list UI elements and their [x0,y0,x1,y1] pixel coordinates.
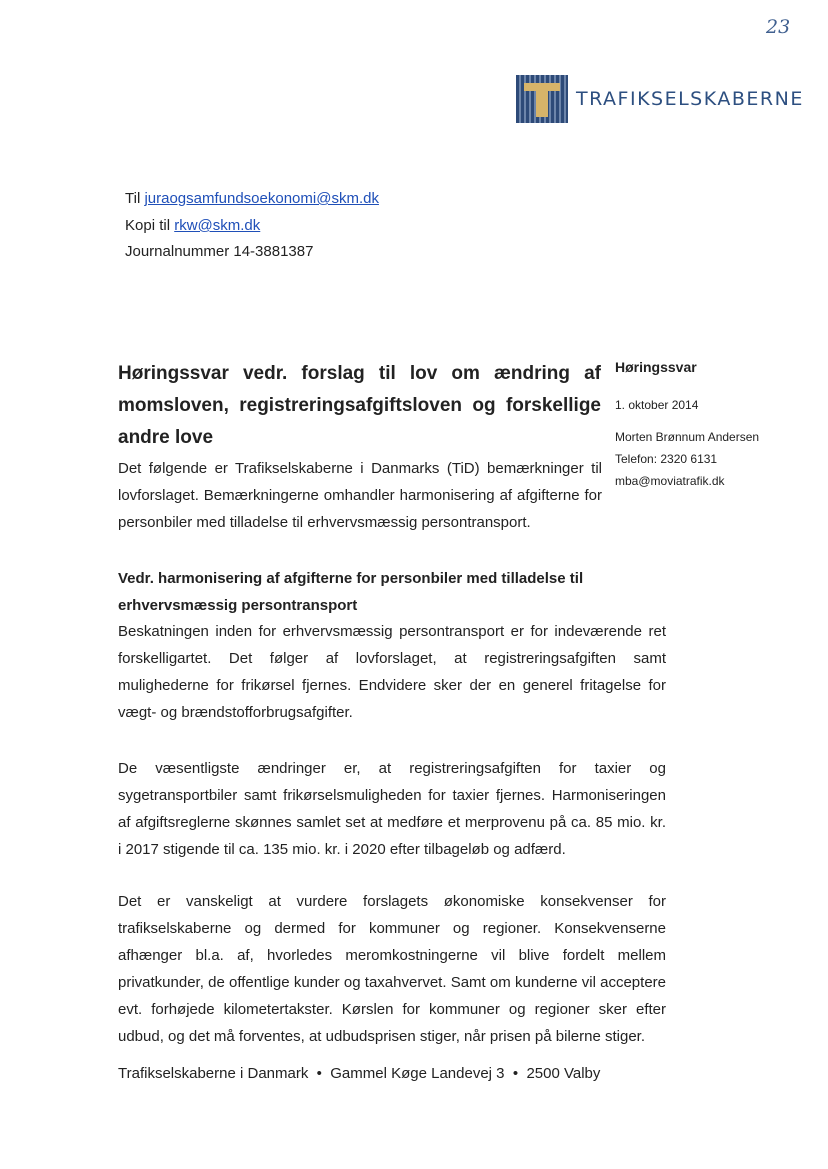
logo-icon [516,75,568,123]
logo [516,75,804,123]
footer-address: Trafikselskaberne i Danmark • Gammel Køge Landevej 3 • 2500 Valby [118,1065,601,1082]
copy-line [125,212,260,239]
author-phone: Telefon: 2320 6131 [615,452,718,466]
paragraph-3: Det er vanskeligt at vurdere forslagets økonomiske konsekvenser for trafikselskaberne og dermed for kommuner og regioner. Konsekvenserne afhænger bl.a. af, hvorledes meromkostningerne vil blive fordelt mellem privatkunder, de offentlige kunder og taxahvervet. Samt om kunderne vil acceptere evt. forhøjede kilometertakster. Kørslen for kommuner og regioner sker efter udbud, og det må forventes, at udbudsprisen stiger, når prisen på bilerne stiger. [118,893,666,1045]
journal-number: Journalnummer 14-3881387 [125,243,314,260]
intro-paragraph: Det følgende er Trafikselskaberne i Danmarks (TiD) bemærkninger til lovforslaget. Bemærkningerne omhandler harmonisering af afgifterne for personbiler med tilladelse til erhvervsmæssig persontransport. [118,460,602,531]
paragraph-1: Beskatningen inden for erhvervsmæssig persontransport er for indeværende ret forskelligartet. Det følger af lovforslaget, at registreringsafgiften samt mulighederne for frikørsel fjernes. Endvidere sker der en generel fritagelse for vægt- og brændstofforbrugsafgifter. [118,623,666,721]
logo-text: TRAFIKSELSKABERNE [576,88,804,110]
copy-email-link[interactable]: rkw@skm.dk [174,217,261,234]
copy-label: Kopi til [125,217,171,234]
document-type: Høringssvar [615,359,697,375]
section-heading: Vedr. harmonisering af afgifterne for personbiler med tilladelse til erhvervsmæssig persontransport [118,570,584,614]
paragraph-2: De væsentligste ændringer er, at registreringsafgiften for taxier og sygetransportbiler samt frikørselsmuligheden for taxier fjernes. Harmoniseringen af afgiftsreglerne skønnes samlet set at medføre et merprovenu på ca. 85 mio. kr. i 2017 stigende til ca. 135 mio. kr. i 2020 efter tilbageløb og adfærd. [118,760,666,858]
author-email[interactable]: mba@moviatrafik.dk [615,474,725,488]
page-number: 23 [766,16,791,38]
author-name: Morten Brønnum Andersen [615,430,760,444]
document-date: 1. oktober 2014 [615,398,699,412]
to-label: Til [125,190,141,207]
to-email-link[interactable]: juraogsamfundsoekonomi@skm.dk [144,190,379,207]
to-line [125,185,379,212]
document-title: Høringssvar vedr. forslag til lov om ændring af momsloven, registreringsafgiftsloven og forskellige andre love [118,363,601,448]
